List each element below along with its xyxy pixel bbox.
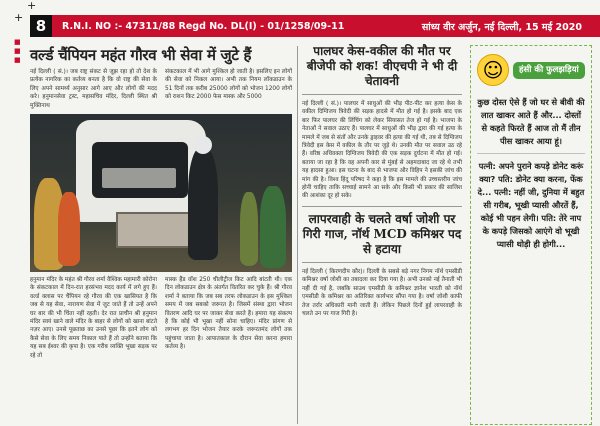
rni-registration: R.N.I. NO :- 47311/88 Regd No. DL(I) - 01/1258/09-11	[62, 20, 345, 32]
jokes-title: हंसी की फुलझड़ियां	[513, 62, 585, 79]
article1-para1: नई दिल्ली ( सं.)। जब राष्ट्र संकट से जूझ रहा हो तो देश के प्रत्येक नागरिक का कर्तव्य बनता है कि वो राष्ट्र की सेवा के लिए अपने सामर्थ्य अनुसार आगे आए और लोगों की मदद करे। हनुमानसेवा ट्रस्ट, महासचिव मंदिर, दिल्ली स्थित श्री मुक्तिनाथ	[30, 69, 157, 109]
page-number: 8	[30, 15, 52, 37]
page-header	[30, 15, 600, 37]
photo-person	[58, 192, 80, 266]
article2-headline: पालघर केस-वकील की मौत पर बीजेपी को शक! वीएचपी ने भी दी चेतावनी	[306, 44, 458, 88]
divider	[302, 262, 462, 263]
article1-photo	[30, 114, 292, 272]
article1-para2: संकटकाल में भी आगे मुश्किल हो जाती है। इसलिए इन लोगों की सेवा को निकल आया। अभी तक नियम लॉकडाउन के 51 दिनों तक करीब 25000 लोगों को भोजन 1200 लोगों को राशन किट 2000 फेस मास्क और 5000	[165, 69, 292, 101]
article1-para3: हनुमान मंदिर के महंत श्री गौरव शर्मा वैश्विक महामारी कोरोना के संकटकाल में दिन-रात हरसंभव मदद कार्य में लगे हुए हैं। वर्ल्ड क्लास पर चैंपियन रहे गौरव की एक खासियत है कि जब से यह सेवा, नारायण सेवा में जुट जाते हैं तो उन्हें अपने घर बार की भी चिंता नहीं रहती। देर रात प्राचीन श्री हनुमान मंदिर स्वयं खाने वाले मंदिर के बाहर से लोगों को खाना बांटते नज़र आए। उनसे पूछताछ का उनसे पूछा कि इतने लोग को कैसे सेवा के लिए समय निकाल पाते हैं तो उन्होंने बताया कि यह सब ईश्वर की कृपा है। एक गरीब व्यक्ति भूखा सड़क पर रहे तो	[30, 277, 157, 359]
column-divider	[297, 46, 298, 424]
photo-person	[260, 186, 286, 268]
photo-car-trunk	[92, 142, 188, 198]
article-palghar	[302, 44, 462, 318]
jokes-panel	[470, 45, 592, 425]
photo-person	[240, 192, 258, 266]
divider	[302, 206, 462, 207]
article2-body: नई दिल्ली ( सं.)। पालघर में साधुओं की भीड़ पीट-पीट कर हत्या केस के वकील दिग्विजय त्रिवेदी की सड़क हादसे में मौत हो गई है। इसके बाद एक बार फिर पालघर की लिंचिंग को लेकर सियासत तेज हो गई है। भाजपा के नेताओं ने सवाल उठाए हैं। पालघर में साधुओं की भीड़ द्वारा की गई हत्या के मामले में जब से संतों और उनके ड्राइवर की हत्या की गई थी, तब से दिग्विजय त्रिवेदी इस केस में वकील के तौर पर जुड़े थे। उनकी मौत पर सवाल उठ रहे हैं। वरिष्ठ अधिवक्ता दिग्विजय त्रिवेदी की एक सड़क दुर्घटना में मौत हो गई। बताया जा रहा है कि वह अपनी कार से मुंबई से अहमदाबाद जा रहे थे तभी यह हादसा हुआ। इस घटना के बाद से भाजपा और विहिप ने इसकी जांच की मांग की है। विश्व हिंदू परिषद ने कहा है कि इस मामले की उच्चस्तरीय जांच होनी चाहिए ताकि सच्चाई सामने आ सके और किसी भी प्रकार की साजिश की आशंका दूर हो सके।	[302, 101, 462, 200]
joke-2: पत्नी: अपने पुराने कपड़े डोनेट करूं क्या? पति: डोनेट क्या करना, फेंक दे... पत्नी: नहीं जी, दुनिया में बहुत सी गरीब, भूखी प्यासी औरतें हैं, कोई भी पहन लेगी। पति: तेरे नाप के कपड़े जिसको आएंगे वो भूखी प्यासी थोड़ी ही होगी...	[477, 161, 585, 249]
jokes-banner	[477, 50, 585, 90]
article1-para4: मास्क हैंड वॉश 250 चीलीट्रीज किट आदि बांटती थी। एक दिन लोकडाउन क्षेत्र के अंतर्गत वितरित कर चुके हैं। श्री गौरव शर्मा ने बताया कि जब सब तरफ लोकडाउन के इस मुश्किल समय में जब सबको जरूरत है। जिसमें संस्था द्वारा भोजन वितरण आदि घर पर जाकर सेवा करते हैं। हमारा यह संकल्प है कि कोई भी भूखा नहीं सोना चाहिए। मंदिर प्रांगण से लगभग हर दिन भोजन तैयार करके जरूरतमंद लोगों तक पहुंचाया जाता है। आपातकाल के दौरान सेवा करना हमारा कर्तव्य है।	[165, 277, 292, 351]
laughing-face-icon: ☺	[477, 54, 509, 86]
dateline: सांध्य वीर अर्जुन, नई दिल्ली, 15 मई 2020	[421, 21, 582, 33]
registration-mark-left: +	[14, 11, 24, 24]
article3-body: नई दिल्ली ( किरणदीप कौर)। दिल्ली के सबसे बड़े नगर निगम नॉर्थ एमसीडी कमिश्नर वर्षा जोशी का तबादला कर दिया गया है। अभी उनको नई तैनाती भी नहीं दी गई है, जबकि साउथ एमसीडी के कमिश्नर ज्ञानेश भारती को नॉर्थ एमसीडी के कमिश्नर का अतिरिक्त कार्यभार सौंपा गया है। वर्षा जोशी काफी तेज तर्रार अधिकारी मानी जाती हैं। लेकिन पिछले दिनों हुई लापरवाही के चलते उन पर गाज गिरी है।	[302, 268, 462, 317]
divider	[477, 153, 585, 154]
article1-headline: वर्ल्ड चैंपियन महंत गौरव भी सेवा में जुटे हैं	[30, 46, 252, 64]
photo-person	[188, 148, 218, 260]
registration-mark-top: +	[27, 0, 37, 12]
article-world-champion	[30, 46, 292, 360]
color-marks: ■ ■ ■	[14, 38, 21, 64]
joke-1: कुछ दोस्त ऐसे हैं जो घर से बीवी की लात खाकर आते हैं और... दोस्तों से कहते फिरते हैं आज तो मैं तीन पीस खाकर आया हूं।	[477, 97, 585, 146]
article3-headline: लापरवाही के चलते वर्षा जोशी पर गिरी गाज, नॉर्थ MCD कमिश्नर पद से हटाया	[302, 211, 462, 256]
divider	[302, 94, 462, 95]
